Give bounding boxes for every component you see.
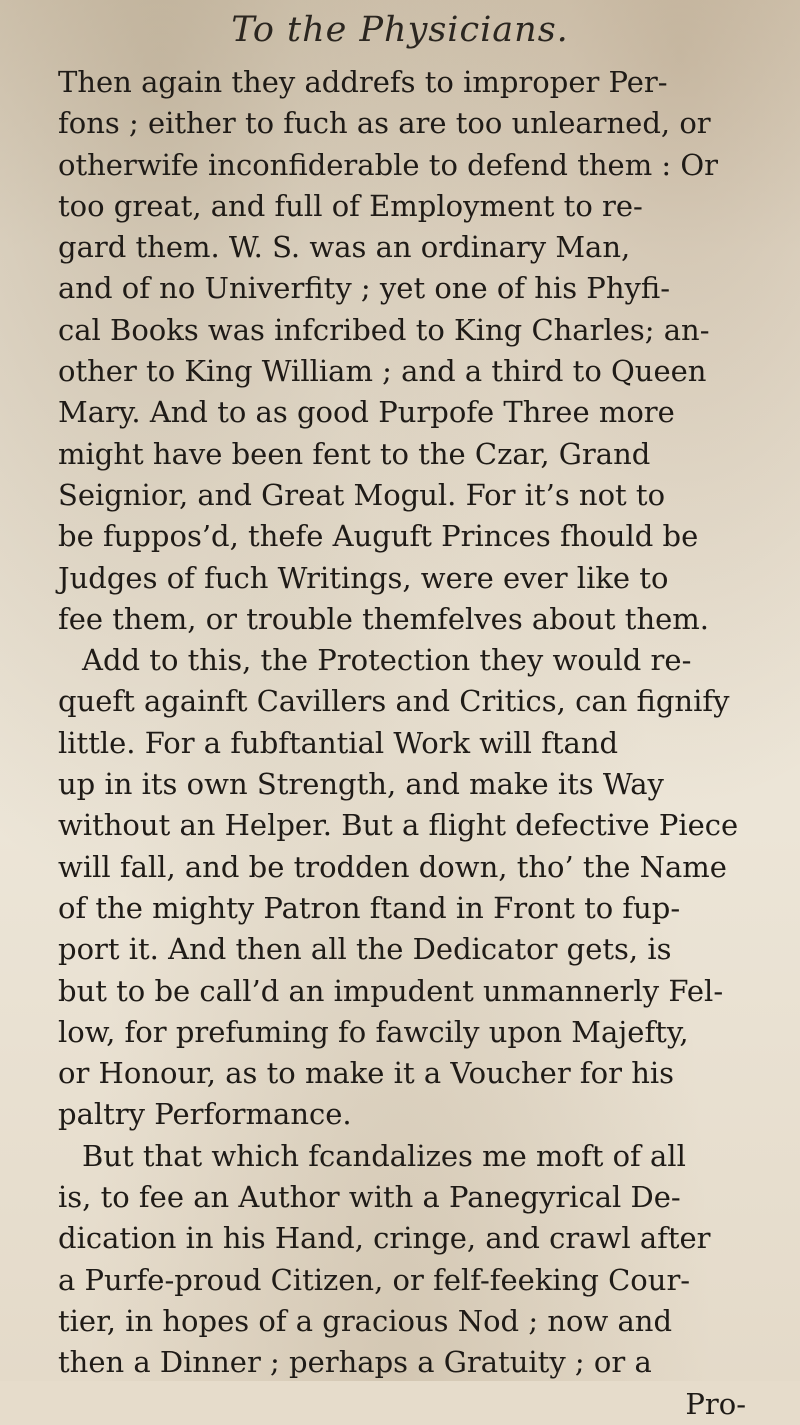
text-line: then a Dinner ; perhaps a Gratuity ; or a — [58, 1345, 652, 1380]
text-line: and of no Univerfity ; yet one of his Phyfi- — [58, 271, 671, 306]
text-line: but to be call’d an impudent unmannerly Fel- — [58, 973, 724, 1008]
text-line: be fuppos’d, thefe Auguft Princes fhould be — [58, 519, 699, 554]
text-line: will fall, and be trodden down, tho’ the Name — [58, 849, 727, 884]
text-line: Seignior, and Great Mogul. For it’s not to — [58, 477, 666, 512]
text-line: a Purfe-proud Citizen, or felf-feeking Cour- — [58, 1262, 691, 1297]
running-head: To the Physicians. — [231, 10, 569, 50]
text-line: dication in his Hand, cringe, and crawl after — [58, 1221, 711, 1256]
text-line: Judges of fuch Writings, were ever like to — [58, 560, 669, 595]
text-line: is, to fee an Author with a Panegyrical De- — [58, 1180, 681, 1215]
text-line: otherwife inconfiderable to defend them : Or — [58, 147, 719, 182]
text-line: paltry Performance. — [58, 1097, 352, 1132]
text-line: or Honour, as to make it a Voucher for his — [58, 1056, 675, 1091]
text-line: little. For a fubftantial Work will ftand — [58, 725, 619, 760]
text-line: fee them, or trouble themfelves about them. — [58, 601, 709, 636]
catchword: Pro- — [685, 1386, 746, 1421]
text-line: But that which fcandalizes me moft of all — [82, 1138, 686, 1173]
text-line: other to King William ; and a third to Queen — [58, 354, 707, 389]
text-line: might have been fent to the Czar, Grand — [58, 436, 651, 471]
text-line: gard them. W. S. was an ordinary Man, — [58, 230, 631, 265]
text-line: fons ; either to fuch as are too unlearned, or — [58, 106, 711, 141]
text-line: without an Helper. But a flight defective Piece — [58, 808, 739, 843]
text-line: Mary. And to as good Purpofe Three more — [58, 395, 675, 430]
text-line: up in its own Strength, and make its Way — [58, 767, 664, 802]
text-line: too great, and full of Employment to re- — [58, 188, 643, 223]
text-line: queft againft Cavillers and Critics, can fignify — [58, 684, 730, 719]
text-line: Add to this, the Protection they would re- — [82, 643, 692, 678]
text-line: of the mighty Patron ftand in Front to fup- — [58, 890, 681, 925]
text-line: Then again they addrefs to improper Per- — [58, 65, 668, 99]
text-line: low, for prefuming fo fawcily upon Majefty, — [58, 1014, 689, 1049]
body-text — [58, 62, 770, 1425]
text-line: port it. And then all the Dedicator gets, is — [58, 932, 672, 967]
text-line: tier, in hopes of a gracious Nod ; now and — [58, 1303, 673, 1338]
text-line: cal Books was infcribed to King Charles; an- — [58, 312, 710, 347]
